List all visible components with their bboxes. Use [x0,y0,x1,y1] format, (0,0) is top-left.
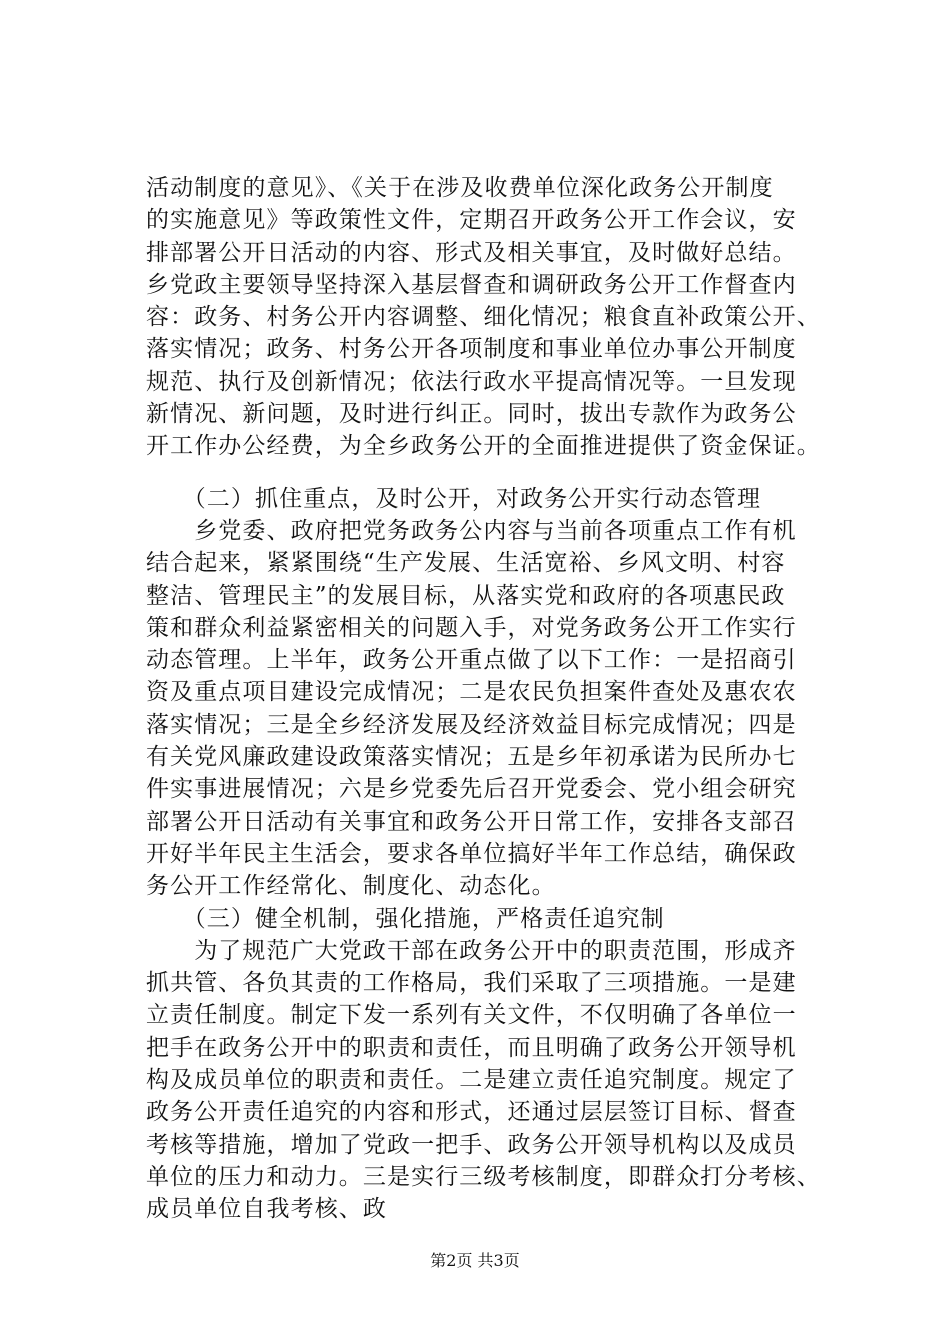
text-line: 成员单位自我考核、政 [146,1196,387,1223]
text-line: 政务公开责任追究的内容和形式，还通过层层签订目标、督查 [146,1099,797,1126]
text-line: 规范、执行及创新情况；依法行政水平提高情况等。一旦发现 [146,368,797,395]
text-line: 考核等措施，增加了党政一把手、政务公开领导机构以及成员 [146,1131,797,1158]
section-heading: （三）健全机制，强化措施，严格责任追究制 [146,905,665,932]
text-line: 为了规范广大党政干部在政务公开中的职责范围，形成齐 [146,937,797,964]
text-line: 件实事进展情况；六是乡党委先后召开党委会、党小组会研究 [146,776,797,803]
text-line: 有关党风廉政建设政策落实情况；五是乡年初承诺为民所办七 [146,744,797,771]
text-line: 结合起来，紧紧围绕“生产发展、生活宽裕、乡风文明、村容 [146,550,786,577]
text-line: 资及重点项目建设完成情况；二是农民负担案件查处及惠农农 [146,679,797,706]
text-line: 单位的压力和动力。三是实行三级考核制度，即群众打分考核、 [146,1163,821,1190]
text-line: 新情况、新问题，及时进行纠正。同时，拔出专款作为政务公 [146,401,797,428]
text-line: 容：政务、村务公开内容调整、细化情况；粮食直补政策公开、 [146,304,821,331]
text-line: 动态管理。上半年，政务公开重点做了以下工作：一是招商引 [146,647,797,674]
paragraph-gap [146,463,856,483]
text-line: 把手在政务公开中的职责和责任，而且明确了政务公开领导机 [146,1034,797,1061]
text-line: 抓共管、各负其责的工作格局，我们采取了三项措施。一是建 [146,970,797,997]
document-body [146,172,856,1226]
text-line: 乡党政主要领导坚持深入基层督查和调研政务公开工作督查内 [146,271,797,298]
text-line: 策和群众利益紧密相关的问题入手，对党务政务公开工作实行 [146,614,797,641]
text-line: 乡党委、政府把党务政务公内容与当前各项重点工作有机 [146,517,797,544]
text-line: 整洁、管理民主”的发展目标，从落实党和政府的各项惠民政 [146,582,786,609]
text-line: 落实情况；政务、村务公开各项制度和事业单位办事公开制度 [146,336,797,363]
text-line: 部署公开日活动有关事宜和政务公开日常工作，安排各支部召 [146,808,797,835]
text-line: 构及成员单位的职责和责任。二是建立责任追究制度。规定了 [146,1067,797,1094]
text-line: 开工作办公经费，为全乡政务公开的全面推进提供了资金保证。 [146,433,821,460]
text-line: 活动制度的意见》、《关于在涉及收费单位深化政务公开制度 [146,175,774,201]
text-line: 排部署公开日活动的内容、形式及相关事宜，及时做好总结。 [146,239,797,266]
section-heading: （二）抓住重点，及时公开，对政务公开实行动态管理 [146,485,762,512]
text-line: 开好半年民主生活会，要求各单位搞好半年工作总结，确保政 [146,840,797,867]
text-line: 务公开工作经常化、制度化、动态化。 [146,873,556,900]
page-number: 第2页 共3页 [430,1251,520,1270]
text-line: 的实施意见》等政策性文件，定期召开政务公开工作会议，安 [146,207,797,234]
text-line: 立责任制度。制定下发一系列有关文件，不仅明确了各单位一 [146,1002,797,1029]
text-line: 落实情况；三是全乡经济发展及经济效益目标完成情况；四是 [146,711,797,738]
